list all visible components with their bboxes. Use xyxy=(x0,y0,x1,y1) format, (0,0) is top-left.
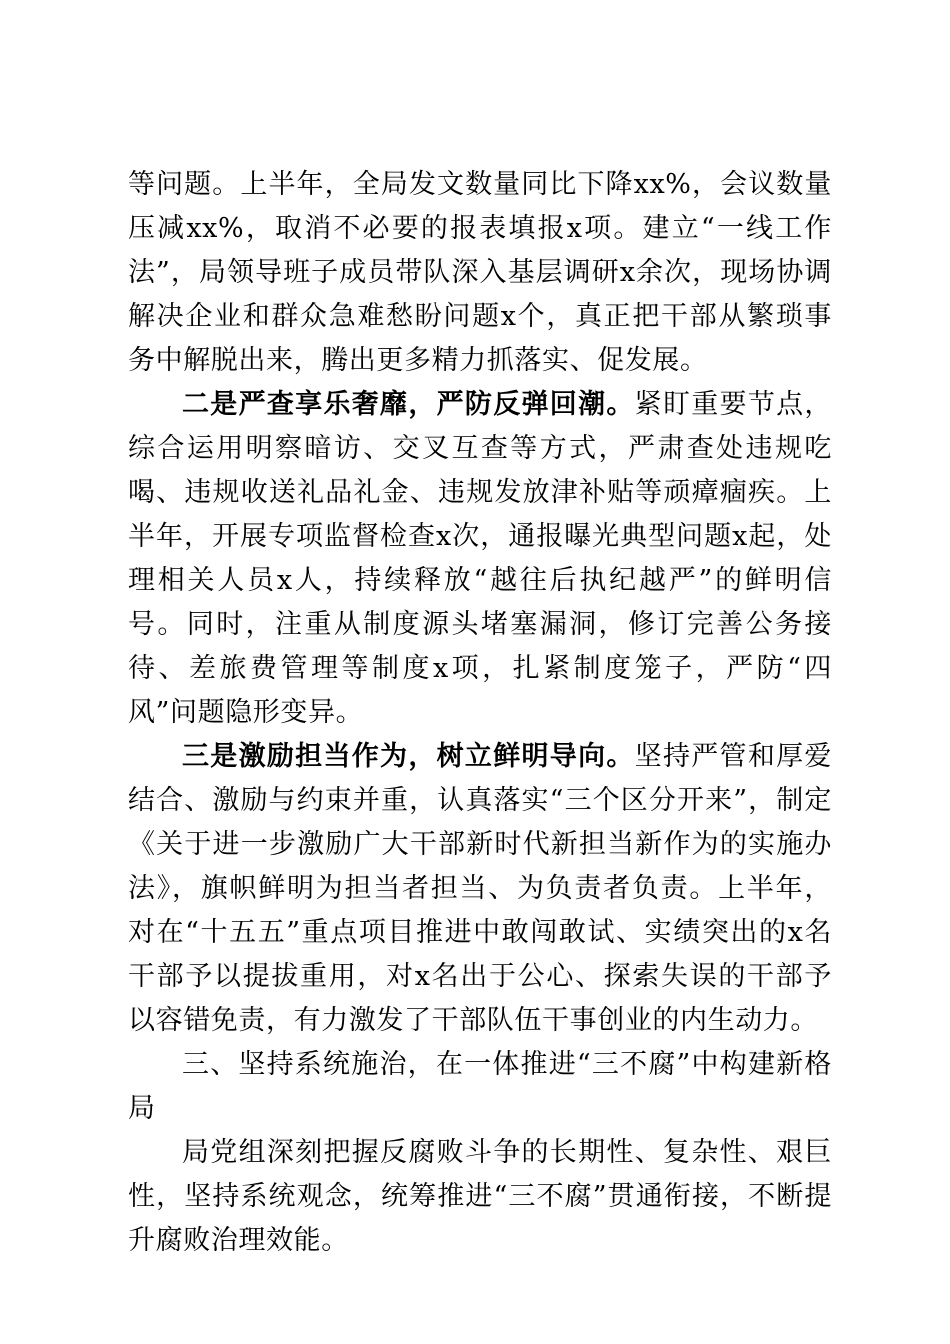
paragraph-closing xyxy=(128,1131,832,1263)
paragraph-lead-bold: 二是严查享乐奢靡，严防反弹回潮。 xyxy=(182,389,635,420)
paragraph-continuation xyxy=(128,163,832,383)
paragraph-text: 等问题。上半年，全局发文数量同比下降xx%，会议数量压减xx%，取消不必要的报表填报x项。建立“一线工作法”，局领导班子成员带队深入基层调研x余次，现场协调解决企业和群众急难愁盼问题x个，真正把干部从繁琐事务中解脱出来，腾出更多精力抓落实、促发展。 xyxy=(128,169,832,376)
paragraph-text: 紧盯重要节点，综合运用明察暗访、交叉互查等方式，严肃查处违规吃喝、违规收送礼品礼金、违规发放津补贴等顽瘴痼疾。上半年，开展专项监督检查x次，通报曝光典型问题x起，处理相关人员x人，持续释放“越往后执纪越严”的鲜明信号。同时，注重从制度源头堵塞漏洞，修订完善公务接待、差旅费管理等制度x项，扎紧制度笼子，严防“四风”问题隐形变异。 xyxy=(128,389,832,728)
paragraph-encourage-responsibility xyxy=(128,735,832,1043)
document-body xyxy=(128,163,832,1263)
paragraph-text: 局党组深刻把握反腐败斗争的长期性、复杂性、艰巨性，坚持系统观念，统筹推进“三不腐”贯通衔接，不断提升腐败治理效能。 xyxy=(128,1137,832,1256)
paragraph-strict-inspection xyxy=(128,383,832,735)
section-heading: 三、坚持系统施治，在一体推进“三不腐”中构建新格局 xyxy=(128,1049,832,1124)
paragraph-text: 坚持严管和厚爱结合、激励与约束并重，认真落实“三个区分开来”，制定《关于进一步激励广大干部新时代新担当新作为的实施办法》，旗帜鲜明为担当者担当、为负责者负责。上半年，对在“十五五”重点项目推进中敢闯敢试、实绩突出的x名干部予以提拔重用，对x名出于公心、探索失误的干部予以容错免责，有力激发了干部队伍干事创业的内生动力。 xyxy=(128,741,832,1036)
paragraph-lead-bold: 三是激励担当作为，树立鲜明导向。 xyxy=(182,741,635,772)
